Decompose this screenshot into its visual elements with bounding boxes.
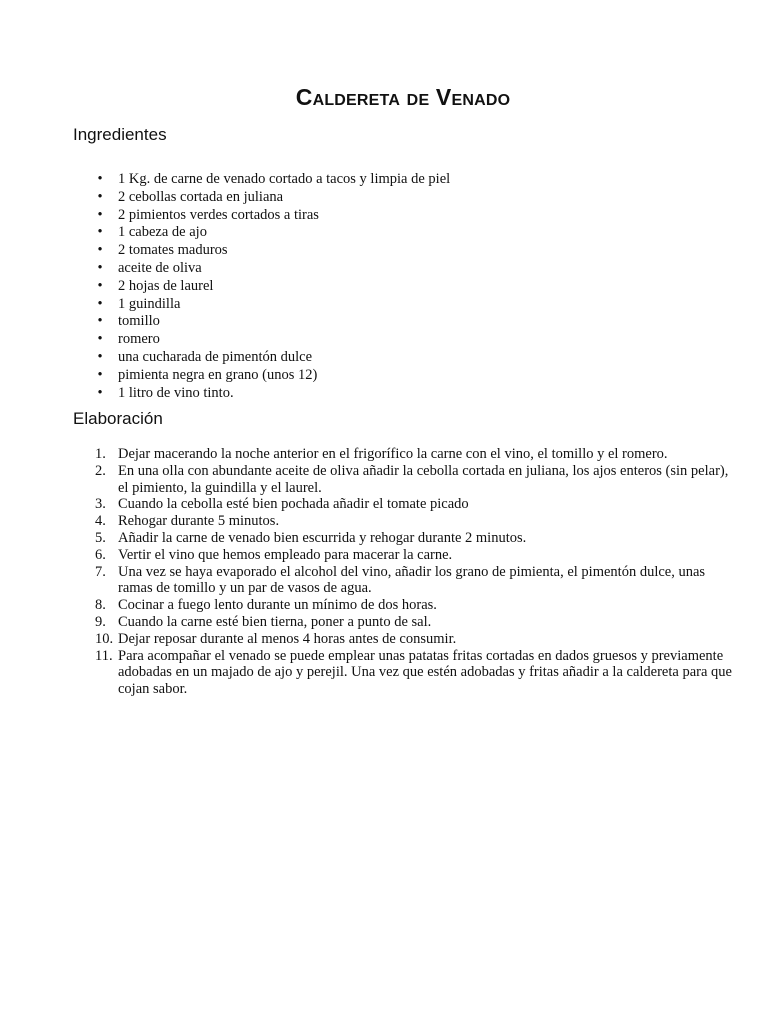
bullet-icon: • bbox=[97, 206, 103, 223]
bullet-icon: • bbox=[97, 277, 103, 294]
ingredient-text: 2 hojas de laurel bbox=[118, 277, 214, 294]
ingredients-list bbox=[95, 171, 450, 402]
list-item bbox=[95, 189, 450, 207]
bullet-icon: • bbox=[97, 242, 103, 259]
list-item bbox=[95, 385, 450, 403]
list-item bbox=[95, 171, 450, 189]
step-number: 8. bbox=[95, 597, 106, 614]
step-item bbox=[95, 446, 735, 463]
bullet-icon: • bbox=[97, 348, 103, 365]
step-text: Añadir la carne de venado bien escurrida y rehogar durante 2 minutos. bbox=[118, 529, 527, 546]
ingredient-text: 1 Kg. de carne de venado cortado a tacos y limpia de piel bbox=[118, 171, 451, 187]
step-item bbox=[95, 513, 735, 530]
ingredients-heading: Ingredientes bbox=[73, 125, 167, 144]
bullet-icon: • bbox=[97, 366, 103, 383]
bullet-icon: • bbox=[97, 171, 103, 187]
list-item bbox=[95, 278, 450, 296]
step-number: 1. bbox=[95, 446, 106, 462]
step-text: Cuando la carne esté bien tierna, poner a punto de sal. bbox=[118, 613, 432, 630]
ingredient-text: tomillo bbox=[118, 313, 160, 330]
step-item bbox=[95, 463, 735, 497]
bullet-icon: • bbox=[97, 188, 103, 205]
list-item bbox=[95, 296, 450, 314]
step-text: Cocinar a fuego lento durante un mínimo de dos horas. bbox=[118, 597, 437, 614]
bullet-icon: • bbox=[97, 313, 103, 330]
ingredient-text: 1 guindilla bbox=[118, 295, 181, 312]
ingredient-text: 2 pimientos verdes cortados a tiras bbox=[118, 206, 319, 223]
step-number: 10. bbox=[95, 630, 114, 647]
elaboration-heading: Elaboración bbox=[73, 409, 163, 428]
step-item bbox=[95, 597, 735, 614]
list-item bbox=[95, 242, 450, 260]
step-item bbox=[95, 530, 735, 547]
step-item bbox=[95, 614, 735, 631]
step-text: Una vez se haya evaporado el alcohol del vino, añadir los grano de pimienta, el pimentón dulce, unas ramas de tomillo y un par de vasos de agua. bbox=[118, 563, 706, 597]
step-number: 11. bbox=[95, 647, 113, 664]
step-text: Vertir el vino que hemos empleado para macerar la carne. bbox=[118, 546, 453, 563]
list-item bbox=[95, 260, 450, 278]
list-item bbox=[95, 207, 450, 225]
step-number: 6. bbox=[95, 546, 106, 563]
bullet-icon: • bbox=[97, 295, 103, 312]
step-item bbox=[95, 648, 735, 698]
ingredient-text: 1 cabeza de ajo bbox=[118, 224, 207, 241]
list-item bbox=[95, 313, 450, 331]
page-title: Caldereta de Venado bbox=[295, 84, 511, 110]
list-item bbox=[95, 349, 450, 367]
step-number: 5. bbox=[95, 529, 106, 546]
step-text: Rehogar durante 5 minutos. bbox=[118, 513, 280, 530]
step-item bbox=[95, 547, 735, 564]
ingredient-text: 1 litro de vino tinto. bbox=[118, 384, 234, 401]
ingredient-text: una cucharada de pimentón dulce bbox=[118, 348, 313, 365]
step-text: Para acompañar el venado se puede emplear unas patatas fritas cortadas en dados gruesos y previamente adobadas en un majado de ajo y perejil. Una vez que estén adobadas y fritas añadir a la caldereta para que cojan sabor. bbox=[118, 647, 732, 698]
bullet-icon: • bbox=[97, 224, 103, 241]
step-text: Dejar macerando la noche anterior en el frigorífico la carne con el vino, el tomillo y el romero. bbox=[118, 446, 668, 462]
step-item bbox=[95, 631, 735, 648]
list-item bbox=[95, 224, 450, 242]
step-item bbox=[95, 496, 735, 513]
ingredient-text: 2 cebollas cortada en juliana bbox=[118, 188, 284, 205]
step-number: 7. bbox=[95, 563, 106, 580]
bullet-icon: • bbox=[97, 259, 103, 276]
step-text: Dejar reposar durante al menos 4 horas antes de consumir. bbox=[118, 630, 457, 647]
list-item bbox=[95, 367, 450, 385]
step-text: Cuando la cebolla esté bien pochada añadir el tomate picado bbox=[118, 496, 469, 513]
steps-list bbox=[95, 446, 735, 698]
ingredient-text: romero bbox=[118, 331, 160, 348]
step-item bbox=[95, 564, 735, 598]
step-number: 4. bbox=[95, 513, 106, 530]
ingredient-text: aceite de oliva bbox=[118, 259, 202, 276]
ingredient-text: pimienta negra en grano (unos 12) bbox=[118, 366, 318, 383]
bullet-icon: • bbox=[97, 384, 103, 401]
step-number: 2. bbox=[95, 462, 106, 479]
ingredient-text: 2 tomates maduros bbox=[118, 242, 228, 259]
step-number: 3. bbox=[95, 496, 106, 513]
list-item bbox=[95, 331, 450, 349]
step-text: En una olla con abundante aceite de oliva añadir la cebolla cortada en juliana, los ajos enteros (sin pelar), el pimiento, la guindilla y el laurel. bbox=[118, 462, 729, 496]
bullet-icon: • bbox=[97, 331, 103, 348]
step-number: 9. bbox=[95, 613, 106, 630]
